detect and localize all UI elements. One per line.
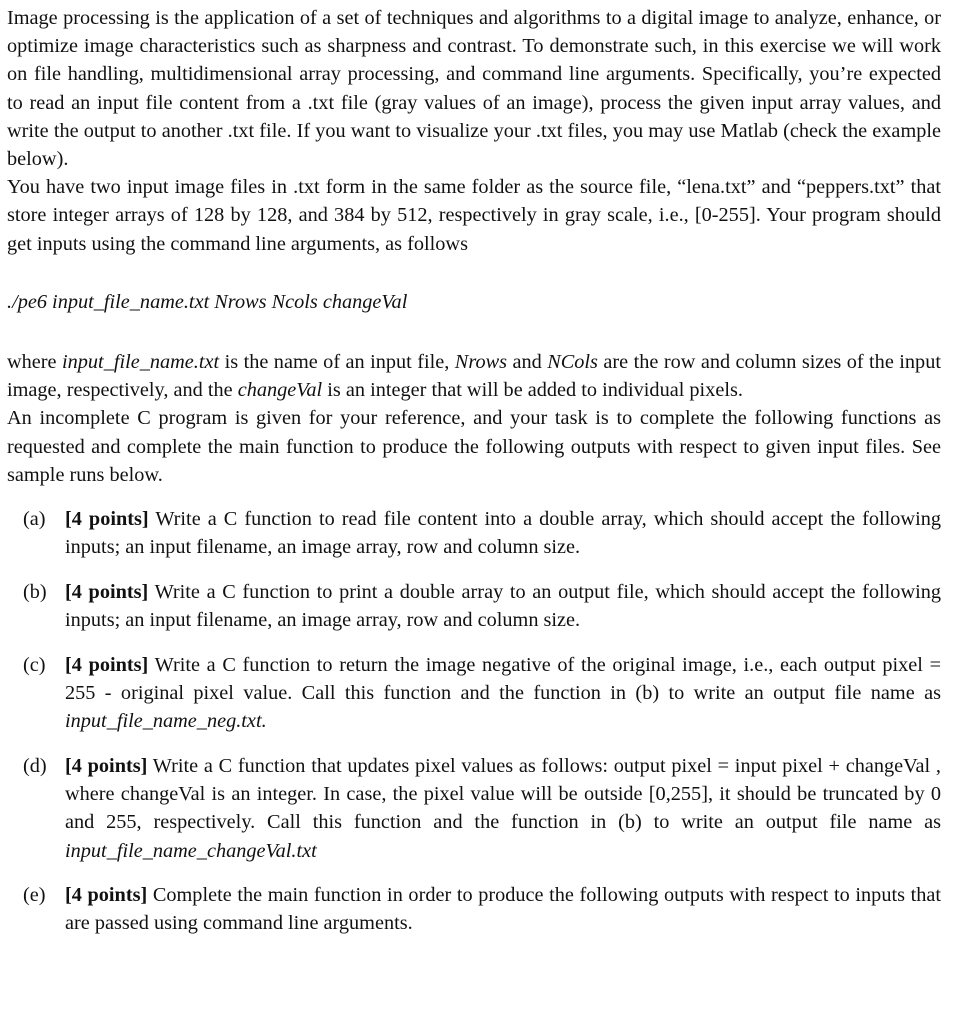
list-item: (d) [4 points] Write a C function that updates pixel values as follows: output pixel = input pixel + changeVal , where changeVal is an integer. In case, the pixel value will be outside [0,255], it should be truncated by 0 and 255, respectively. Call this function and the function in (b) to write an output file name as input_file_name_changeVal.txt xyxy=(7,752,941,865)
list-item: (b) [4 points] Write a C function to print a double array to an output file, which should accept the following inputs; an input filename, an image array, row and column size. xyxy=(7,578,941,634)
list-item: (c) [4 points] Write a C function to return the image negative of the original image, i.e., each output pixel = 255 - original pixel value. Call this function and the function in (b) to write an output file name as input_file_name_neg.txt. xyxy=(7,651,941,736)
item-label: (c) xyxy=(23,653,46,676)
input-files-paragraph: You have two input image files in .txt form in the same folder as the source file, “lena.txt” and “peppers.txt” that store integer arrays of 128 by 128, and 384 by 512, respectively in gray scale, i.e., [0-255]. Your program should get inputs using the command line arguments, as follows xyxy=(7,176,941,255)
var-nrows: Nrows xyxy=(454,351,508,374)
task-list xyxy=(7,505,941,938)
task-paragraph: An incomplete C program is given for your reference, and your task is to complete the following functions as requested and complete the main function to produce the following outputs with respect to given input files. See sample runs below. xyxy=(7,407,941,486)
command-line-example: ./pe6 input_file_name.txt Nrows Ncols changeVal xyxy=(7,290,408,313)
item-label: (e) xyxy=(23,884,46,907)
arguments-paragraph: where input_file_name.txt is the name of an input file, Nrows and NCols are the row and column sizes of the input image, respectively, and the changeVal is an integer that will be added to individual pixels. xyxy=(7,351,941,402)
list-item: (a) [4 points] Write a C function to read file content into a double array, which should accept the following inputs; an input filename, an image array, row and column size. xyxy=(7,505,941,561)
item-points: [4 points] xyxy=(65,653,149,676)
var-input-file: input_file_name.txt xyxy=(62,351,220,374)
var-changeval: changeVal xyxy=(237,379,323,402)
item-label: (d) xyxy=(23,754,47,777)
intro-paragraph: Image processing is the application of a set of techniques and algorithms to a digital image to analyze, enhance, or optimize image characteristics such as sharpness and contrast. To demonstrate such, in this exercise we will work on file handling, multidimensional array processing, and command line arguments. Specifically, you’re expected to read an input file content from a .txt file (gray values of an image), process the given input array values, and write the output to another .txt file. If you want to visualize your .txt files, you may use Matlab (check the example below). xyxy=(7,7,941,171)
item-points: [4 points] xyxy=(65,884,148,907)
var-ncols: NCols xyxy=(547,351,598,374)
item-points: [4 points] xyxy=(65,580,149,603)
item-points: [4 points] xyxy=(65,508,149,531)
item-label: (a) xyxy=(23,508,46,531)
item-label: (b) xyxy=(23,580,47,603)
item-points: [4 points] xyxy=(65,754,148,777)
list-item: (e) [4 points] Complete the main function in order to produce the following outputs with respect to inputs that are passed using command line arguments. xyxy=(7,881,941,937)
